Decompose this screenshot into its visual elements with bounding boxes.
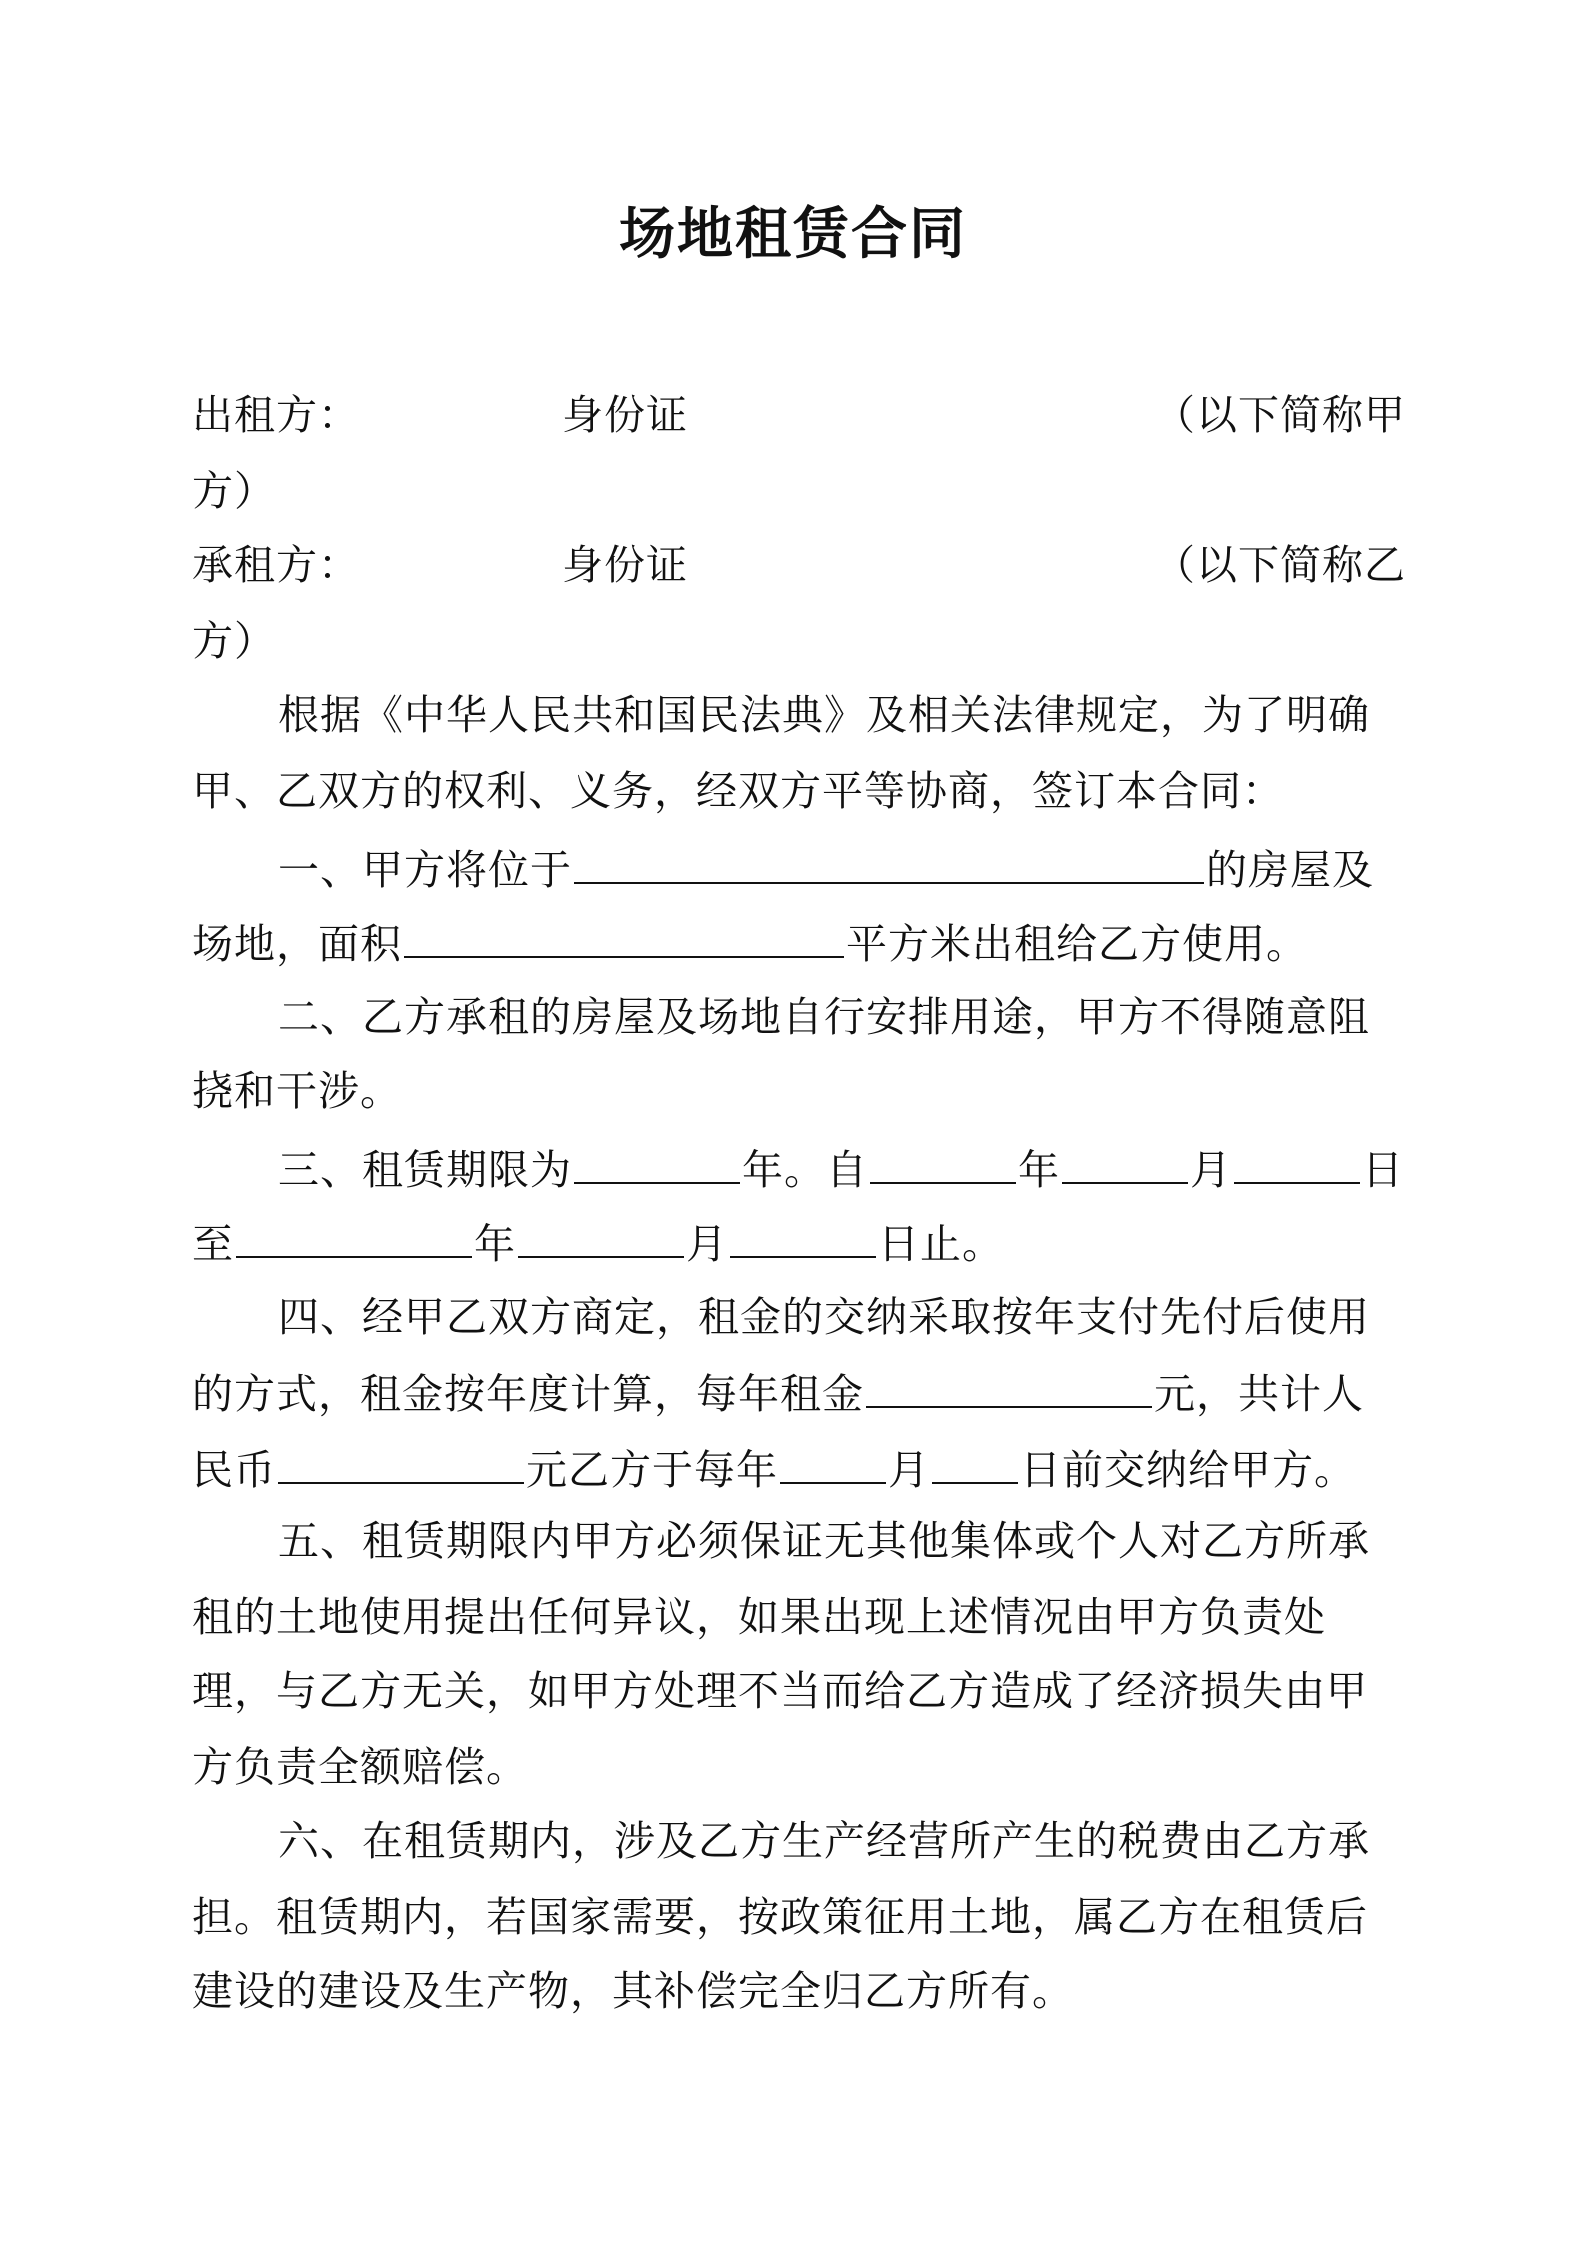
clause-5-line-3: 理，与乙方无关，如甲方处理不当而给乙方造成了经济损失由甲: [192, 1667, 1368, 1715]
lessee-alias-end: 方）: [192, 617, 276, 665]
clause-1-line-1: [278, 838, 1374, 899]
clause-6-line-2: 担。租赁期内，若国家需要，按政策征用土地，属乙方在租赁后: [192, 1893, 1368, 1941]
end-day-blank[interactable]: [730, 1212, 876, 1258]
clause-4-text-c: 民币: [192, 1446, 276, 1494]
preamble-line-2: 甲、乙双方的权利、义务，经双方平等协商，签订本合同：: [192, 767, 1284, 815]
clause-4-line-3: [192, 1438, 1356, 1499]
clause-3-end: 日止。: [878, 1220, 1004, 1268]
clause-1-text-d: 平方米出租给乙方使用。: [846, 920, 1308, 968]
clause-6-line-1: 六、在租赁期内，涉及乙方生产经营所产生的税费由乙方承: [278, 1817, 1370, 1865]
end-month-blank[interactable]: [518, 1212, 684, 1258]
lessee-id-label: 身份证: [562, 541, 688, 589]
clause-5-line-1: 五、租赁期限内甲方必须保证无其他集体或个人对乙方所承: [278, 1517, 1370, 1565]
clause-3-month: 月: [1190, 1146, 1232, 1194]
term-years-blank[interactable]: [574, 1138, 740, 1184]
clause-2-line-1: 二、乙方承租的房屋及场地自行安排用途，甲方不得随意阻: [278, 993, 1370, 1041]
clause-5-line-4: 方负责全额赔偿。: [192, 1743, 528, 1791]
lessor-alias-end: 方）: [192, 467, 276, 515]
start-month-blank[interactable]: [1062, 1138, 1188, 1184]
start-day-blank[interactable]: [1234, 1138, 1360, 1184]
clause-4-text-d: 元乙方于每年: [526, 1446, 778, 1494]
clause-6-line-3: 建设的建设及生产物，其补偿完全归乙方所有。: [192, 1967, 1074, 2015]
clause-3-day: 日: [1362, 1146, 1404, 1194]
start-year-blank[interactable]: [870, 1138, 1016, 1184]
lessee-alias: （以下简称乙: [1154, 541, 1406, 589]
clause-4-line-1: 四、经甲乙双方商定，租金的交纳采取按年支付先付后使用: [278, 1293, 1370, 1341]
clause-4-text-f: 日前交纳给甲方。: [1020, 1446, 1356, 1494]
pay-day-blank[interactable]: [932, 1438, 1018, 1484]
lessor-label: 出租方：: [192, 391, 360, 439]
pay-month-blank[interactable]: [780, 1438, 886, 1484]
clause-3-end-month: 月: [686, 1220, 728, 1268]
document-title: 场地租赁合同: [619, 202, 967, 267]
total-rmb-blank[interactable]: [278, 1438, 524, 1484]
clause-3-line-1: [278, 1138, 1404, 1199]
clause-3-line-2: [192, 1212, 1004, 1273]
clause-3-year: 年: [1018, 1146, 1060, 1194]
clause-2-line-2: 挠和干涉。: [192, 1067, 402, 1115]
lessor-id-label: 身份证: [562, 391, 688, 439]
clause-4-text-b: 元，共计人: [1154, 1370, 1364, 1418]
clause-3-text-a: 三、租赁期限为: [278, 1146, 572, 1194]
annual-rent-blank[interactable]: [866, 1362, 1152, 1408]
clause-4-text-a: 的方式，租金按年度计算，每年租金: [192, 1370, 864, 1418]
lessee-label: 承租方：: [192, 541, 360, 589]
preamble-line-1: 根据《中华人民共和国民法典》及相关法律规定，为了明确: [278, 691, 1370, 739]
clause-4-line-2: [192, 1362, 1364, 1423]
clause-1-text-c: 场地，面积: [192, 920, 402, 968]
clause-3-end-year: 年: [474, 1220, 516, 1268]
clause-1-text-a: 一、甲方将位于: [278, 846, 572, 894]
clause-1-text-b: 的房屋及: [1206, 846, 1374, 894]
clause-3-to: 至: [192, 1220, 234, 1268]
lessor-alias: （以下简称甲: [1154, 391, 1406, 439]
clause-1-line-2: [192, 912, 1308, 973]
clause-5-line-2: 租的土地使用提出任何异议，如果出现上述情况由甲方负责处: [192, 1593, 1326, 1641]
area-blank[interactable]: [404, 912, 844, 958]
clause-4-text-e: 月: [888, 1446, 930, 1494]
end-year-blank[interactable]: [236, 1212, 472, 1258]
clause-3-text-b: 年。自: [742, 1146, 868, 1194]
location-blank[interactable]: [574, 838, 1204, 884]
